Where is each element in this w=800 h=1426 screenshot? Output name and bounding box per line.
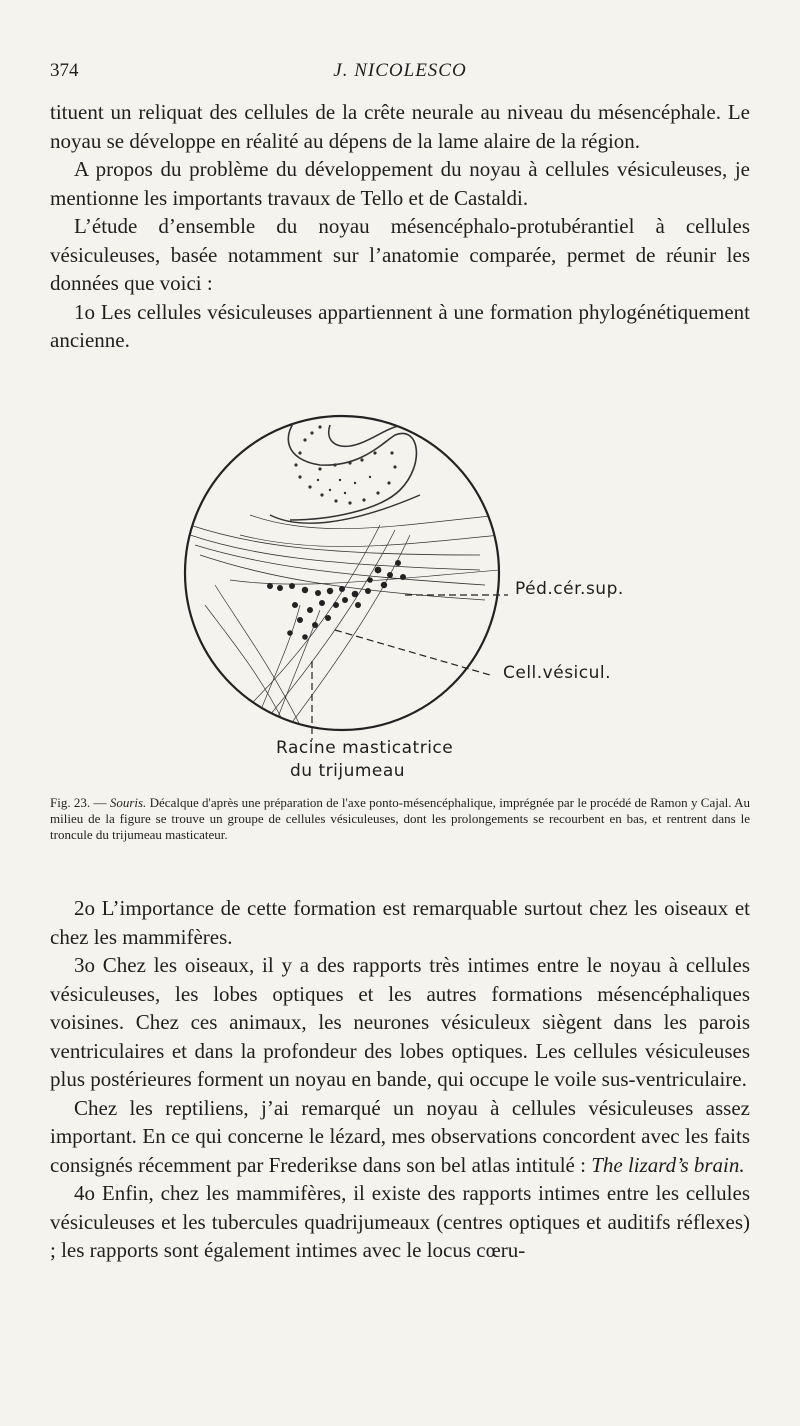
leader-lines (312, 595, 508, 740)
paragraph-text: Chez les reptiliens, j’ai remarqué un noyau à cellules vésiculeuses assez important. En ce qui concerne le lézard, mes observations concordent avec les faits consignés récemment par Frederikse dans son bel atlas intitulé : (50, 1095, 750, 1177)
caption-species: Souris. (109, 795, 147, 810)
paragraph: A propos du problème du développement du noyau à cellules vésiculeuses, je mentionne les importants travaux de Tello et de Castaldi. (50, 157, 750, 210)
paragraph: 1o Les cellules vésiculeuses appartiennent à une formation phylogénétiquement ancienne. (50, 299, 750, 352)
label-peduncle: Péd.cér.sup. (515, 579, 624, 599)
figure-23 (0, 405, 800, 785)
caption-text: Décalque d'après une préparation de l'axe ponto-mésencéphalique, imprégnée par le procédé de Ramon y Cajal. Au milieu de la figure se trouve un groupe de cellules vésiculeuses, dont les prolongements se recourbent en bas, et rentrent dans le troncule du trijumeau masticateur. (50, 795, 750, 842)
paragraph: L’étude d’ensemble du noyau mésencéphalo-protubérantiel à cellules vésiculeuses, basée notamment sur l’anatomie comparée, permet de réunir les données que voici : (50, 214, 750, 295)
paragraph: 3o Chez les oiseaux, il y a des rapports très intimes entre le noyau à cellules vésiculeuses, les lobes optiques et les autres formations mésencéphaliques voisines. Chez ces animaux, les neurones vésiculeux siègent dans les parois ventriculaires et dans la profondeur des lobes optiques. Les cellules vésiculeuses plus postérieures forment un noyau en bande, qui occupe le voile sus-ventriculaire. (50, 953, 750, 1091)
label-trigeminal: du trijumeau (290, 761, 406, 781)
paragraph: 4o Enfin, chez les mammifères, il existe des rapports intimes entre les cellules vésiculeuses et les tubercules quadrijumeaux (centres optiques et auditifs réflexes) ; les rapports sont également intimes avec le locus cœru- (50, 1181, 750, 1262)
page-header (50, 60, 750, 90)
page-number: 374 (50, 60, 79, 81)
granular-nucleus (294, 425, 396, 504)
book-title: The lizard’s brain. (591, 1152, 745, 1177)
text-block-bottom (50, 894, 750, 1265)
figure-caption (50, 795, 750, 843)
label-vesicular-cells: Cell.vésicul. (503, 663, 612, 683)
caption-figure-number: Fig. 23. — (50, 795, 107, 810)
paragraph: 2o L’importance de cette formation est remarquable surtout chez les oiseaux et chez les mammifères. (50, 896, 750, 949)
label-masticatory-root: Racine masticatrice (276, 738, 454, 758)
paragraph: tituent un reliquat des cellules de la crête neurale au niveau du mésencéphale. Le noyau se développe en réalité au dépens de la lame alaire de la région. (50, 100, 750, 153)
paragraph (50, 1094, 750, 1180)
running-head: J. NICOLESCO (333, 60, 467, 81)
microscope-drawing (0, 405, 800, 785)
text-block-top (50, 98, 750, 355)
